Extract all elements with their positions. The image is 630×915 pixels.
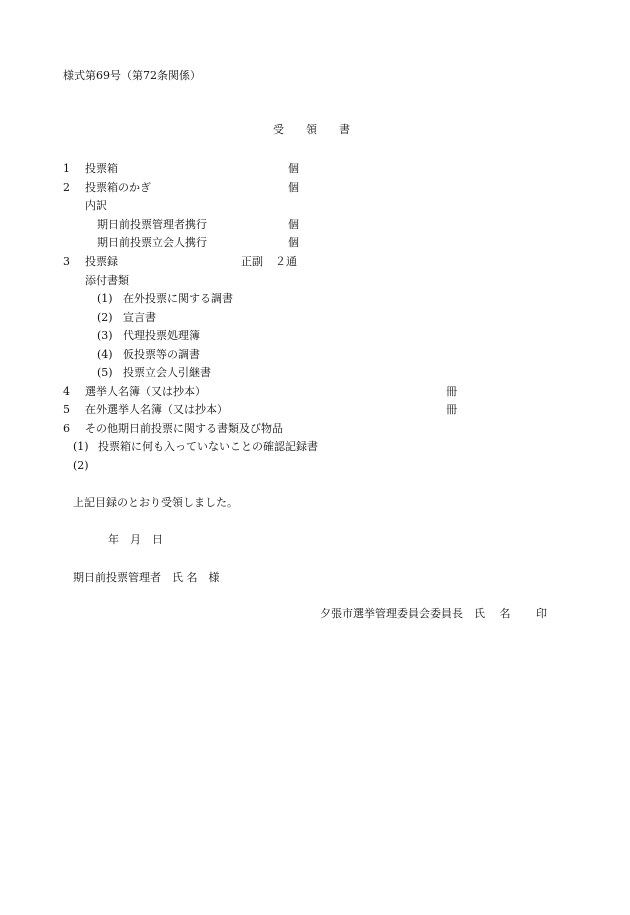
item-3-copies: 正副 bbox=[241, 255, 263, 268]
item-6-label: その他期日前投票に関する書類及び物品 bbox=[85, 422, 283, 435]
item-5-label: 在外選挙人名簿（又は抄本） bbox=[85, 403, 228, 416]
receipt-statement: 上記目録のとおり受領しました。 bbox=[73, 496, 238, 509]
item-5-number: 5 bbox=[63, 403, 70, 416]
item-3-label: 投票録 bbox=[85, 255, 118, 268]
item-1-number: 1 bbox=[63, 162, 70, 175]
item-6-sub-1-number: (1) bbox=[73, 440, 89, 453]
item-1-label: 投票箱 bbox=[85, 162, 118, 175]
item-2-sub-2-unit: 個 bbox=[288, 236, 299, 249]
item-6-sub-2-number: (2) bbox=[73, 459, 89, 472]
attached-doc-3-number: (3) bbox=[97, 329, 113, 342]
item-1-unit: 個 bbox=[288, 162, 299, 175]
item-5-unit: 冊 bbox=[446, 403, 457, 416]
attached-doc-2-label: 宣言書 bbox=[123, 311, 156, 324]
date-line: 年 月 日 bbox=[108, 533, 163, 546]
item-2-number: 2 bbox=[63, 181, 70, 194]
item-2-label: 投票箱のかぎ bbox=[85, 181, 151, 194]
attached-doc-1-label: 在外投票に関する調書 bbox=[123, 292, 233, 305]
item-2-breakdown-label: 内訳 bbox=[85, 199, 107, 212]
item-2-sub-1-unit: 個 bbox=[288, 218, 299, 231]
item-3-count: ２通 bbox=[275, 255, 297, 268]
item-4-unit: 冊 bbox=[446, 385, 457, 398]
item-3-number: 3 bbox=[63, 255, 70, 268]
recipient-line: 期日前投票管理者 氏 名 様 bbox=[73, 571, 220, 584]
item-4-number: 4 bbox=[63, 385, 70, 398]
item-3-attached-label: 添付書類 bbox=[85, 274, 129, 287]
attached-doc-3-label: 代理投票処理簿 bbox=[123, 329, 200, 342]
issuer-signature-line: 夕張市選挙管理委員会委員長 氏 名 印 bbox=[320, 607, 547, 620]
item-2-sub-2-label: 期日前投票立会人携行 bbox=[97, 236, 207, 249]
attached-doc-2-number: (2) bbox=[97, 311, 113, 324]
attached-doc-5-label: 投票立会人引継書 bbox=[123, 366, 211, 379]
attached-doc-1-number: (1) bbox=[97, 292, 113, 305]
attached-doc-4-number: (4) bbox=[97, 348, 113, 361]
item-2-unit: 個 bbox=[288, 181, 299, 194]
item-4-label: 選挙人名簿（又は抄本） bbox=[85, 385, 206, 398]
item-6-sub-1-label: 投票箱に何も入っていないことの確認記録書 bbox=[98, 440, 318, 453]
form-number: 様式第69号（第72条関係） bbox=[63, 69, 201, 82]
item-2-sub-1-label: 期日前投票管理者携行 bbox=[97, 218, 207, 231]
attached-doc-5-number: (5) bbox=[97, 366, 113, 379]
item-6-number: 6 bbox=[63, 422, 70, 435]
attached-doc-4-label: 仮投票等の調書 bbox=[123, 348, 200, 361]
page-title: 受 領 書 bbox=[273, 123, 350, 136]
